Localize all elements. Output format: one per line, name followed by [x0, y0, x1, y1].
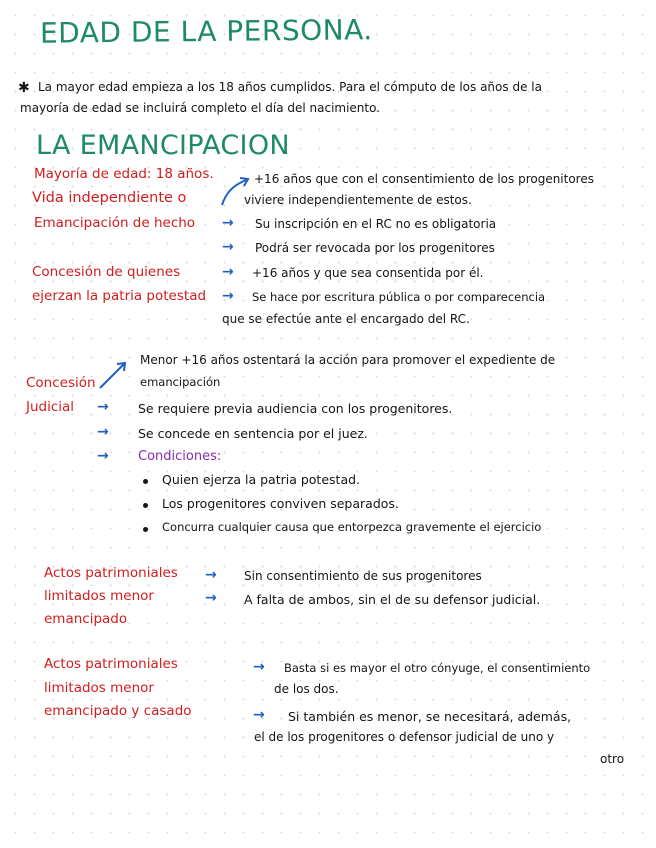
- arrow-right-icon: →: [97, 448, 109, 464]
- block2-item-2a: Se hace por escritura pública o por comparecencia: [252, 290, 546, 304]
- block5-item-2c: otro: [600, 752, 625, 766]
- arrow-right-icon: →: [205, 590, 217, 606]
- arrow-right-icon: →: [253, 707, 265, 723]
- arrow-right-icon: →: [222, 239, 234, 255]
- block4-label-3: emancipado: [44, 611, 128, 627]
- block3-item-2: Se requiere previa audiencia con los progenitores.: [138, 401, 453, 416]
- block1-item-1a: +16 años que con el consentimiento de los progenitores: [254, 172, 594, 186]
- arrow-right-icon: →: [97, 399, 109, 415]
- intro-line-1: La mayor edad empieza a los 18 años cumplidos. Para el cómputo de los años de la: [38, 80, 542, 94]
- block5-label-3: emancipado y casado: [44, 703, 192, 719]
- block5-item-2a: Si también es menor, se necesitará, además,: [288, 709, 572, 724]
- arrow-right-icon: →: [222, 215, 234, 231]
- block5-item-1a: Basta si es mayor el otro cónyuge, el consentimiento: [284, 661, 591, 675]
- block5-item-1b: de los dos.: [274, 682, 339, 696]
- bullet-dot: [143, 503, 148, 508]
- block1-label-3: Emancipación de hecho: [34, 215, 196, 231]
- block1-item-3: Podrá ser revocada por los progenitores: [255, 241, 495, 255]
- block5-item-2b: el de los progenitores o defensor judicial de uno y: [254, 730, 555, 744]
- block3-bullet-3: Concurra cualquier causa que entorpezca gravemente el ejercicio: [162, 520, 542, 534]
- arrow-right-icon: →: [222, 288, 234, 304]
- block4-label-1: Actos patrimoniales: [44, 565, 178, 581]
- bullet-dot: [143, 527, 148, 532]
- block3-item-1b: emancipación: [140, 375, 221, 389]
- block1-item-1b: viviere independientemente de estos.: [244, 193, 472, 207]
- block2-item-1: +16 años y que sea consentida por él.: [252, 266, 484, 280]
- bullet-dot: [143, 479, 148, 484]
- block4-label-2: limitados menor: [44, 588, 154, 604]
- arrow-right-icon: →: [205, 567, 217, 583]
- block5-label-2: limitados menor: [44, 680, 154, 696]
- arrow-right-icon: →: [253, 659, 265, 675]
- block1-label-1: Mayoría de edad: 18 años.: [34, 166, 214, 182]
- block2-item-2b: que se efectúe ante el encargado del RC.: [222, 312, 470, 326]
- block3-item-3: Se concede en sentencia por el juez.: [138, 426, 368, 441]
- block1-label-2: Vida independiente o: [32, 190, 187, 206]
- section-title: LA EMANCIPACION: [36, 130, 290, 161]
- arrow-right-icon: →: [97, 424, 109, 440]
- block2-label-1: Concesión de quienes: [32, 264, 181, 280]
- block3-bullet-1: Quien ejerza la patria potestad.: [162, 472, 361, 487]
- block4-item-1: Sin consentimiento de sus progenitores: [244, 569, 482, 583]
- block3-bullet-2: Los progenitores conviven separados.: [162, 496, 399, 511]
- block3-label-1: Concesión: [26, 375, 96, 391]
- page-title: EDAD DE LA PERSONA.: [39, 13, 373, 50]
- block3-label-2: Judicial: [26, 399, 75, 415]
- block1-item-2: Su inscripción en el RC no es obligatoria: [255, 217, 497, 231]
- block3-conditions-label: Condiciones:: [138, 449, 222, 464]
- asterisk-icon: ✱: [18, 80, 30, 96]
- block3-item-1a: Menor +16 años ostentará la acción para promover el expediente de: [140, 353, 556, 367]
- block5-label-1: Actos patrimoniales: [44, 656, 178, 672]
- arrow-right-icon: →: [222, 264, 234, 280]
- intro-line-2: mayoría de edad se incluirá completo el día del nacimiento.: [20, 101, 381, 115]
- block2-label-2: ejerzan la patria potestad: [32, 288, 207, 304]
- block4-item-2: A falta de ambos, sin el de su defensor judicial.: [244, 592, 541, 607]
